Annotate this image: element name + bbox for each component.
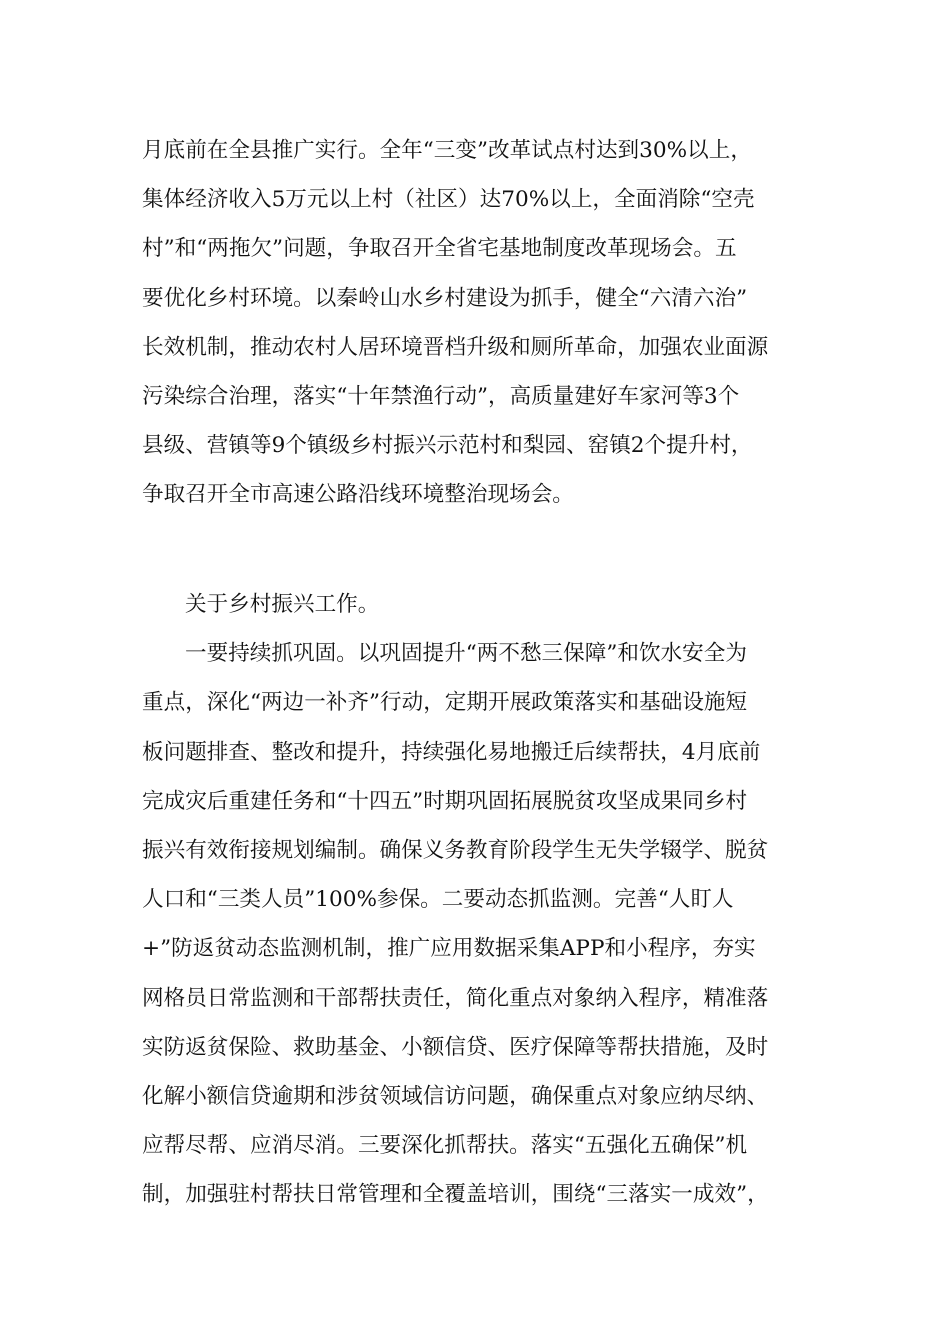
text-line: 县级、营镇等9个镇级乡村振兴示范村和梨园、窑镇2个提升村， — [142, 433, 753, 459]
paragraph-rural-environment — [142, 126, 826, 520]
text-line: 实防返贫保险、救助基金、小额信贷、医疗保障等帮扶措施，及时 — [142, 1034, 769, 1060]
text-line: 一要持续抓巩固。以巩固提升“两不愁三保障”和饮水安全为 — [185, 641, 747, 667]
text-line: 完成灾后重建任务和“十四五”时期巩固拓展脱贫攻坚成果同乡村 — [142, 788, 748, 814]
text-line: 应帮尽帮、应消尽消。三要深化抓帮扶。落实“五强化五确保”机 — [142, 1133, 748, 1159]
section-heading: 关于乡村振兴工作。 — [185, 592, 380, 617]
text-line: +”防返贫动态监测机制，推广应用数据采集APP和小程序，夯实 — [142, 936, 756, 962]
text-line: 污染综合治理，落实“十年禁渔行动”，高质量建好车家河等3个 — [142, 383, 740, 409]
text-line: 制，加强驻村帮扶日常管理和全覆盖培训，围绕“三落实一成效”， — [142, 1182, 769, 1208]
text-line: 化解小额信贷逾期和涉贫领域信访问题，确保重点对象应纳尽纳、 — [142, 1083, 769, 1109]
text-line: 要优化乡村环境。以秦岭山水乡村建设为抓手，健全“六清六治” — [142, 285, 748, 311]
text-line: 网格员日常监测和干部帮扶责任，简化重点对象纳入程序，精准落 — [142, 985, 769, 1011]
text-line: 争取召开全市高速公路沿线环境整治现场会。 — [142, 482, 574, 508]
text-line: 振兴有效衔接规划编制。确保义务教育阶段学生无失学辍学、脱贫 — [142, 837, 769, 863]
text-line: 月底前在全县推广实行。全年“三变”改革试点村达到30%以上， — [142, 138, 752, 163]
text-line: 人口和“三类人员”100%参保。二要动态抓监测。完善“人盯人 — [142, 887, 734, 913]
text-line: 重点，深化“两边一补齐”行动，定期开展政策落实和基础设施短 — [142, 690, 748, 716]
text-line: 村”和“两拖欠”问题，争取召开全省宅基地制度改革现场会。五 — [142, 236, 737, 262]
text-line: 集体经济收入5万元以上村（社区）达70%以上，全面消除“空壳 — [142, 187, 755, 213]
text-line: 板问题排查、整改和提升，持续强化易地搬迁后续帮扶，4月底前 — [142, 739, 761, 765]
section-rural-revitalization — [142, 580, 826, 1219]
text-line: 长效机制，推动农村人居环境晋档升级和厕所革命，加强农业面源 — [142, 334, 769, 360]
